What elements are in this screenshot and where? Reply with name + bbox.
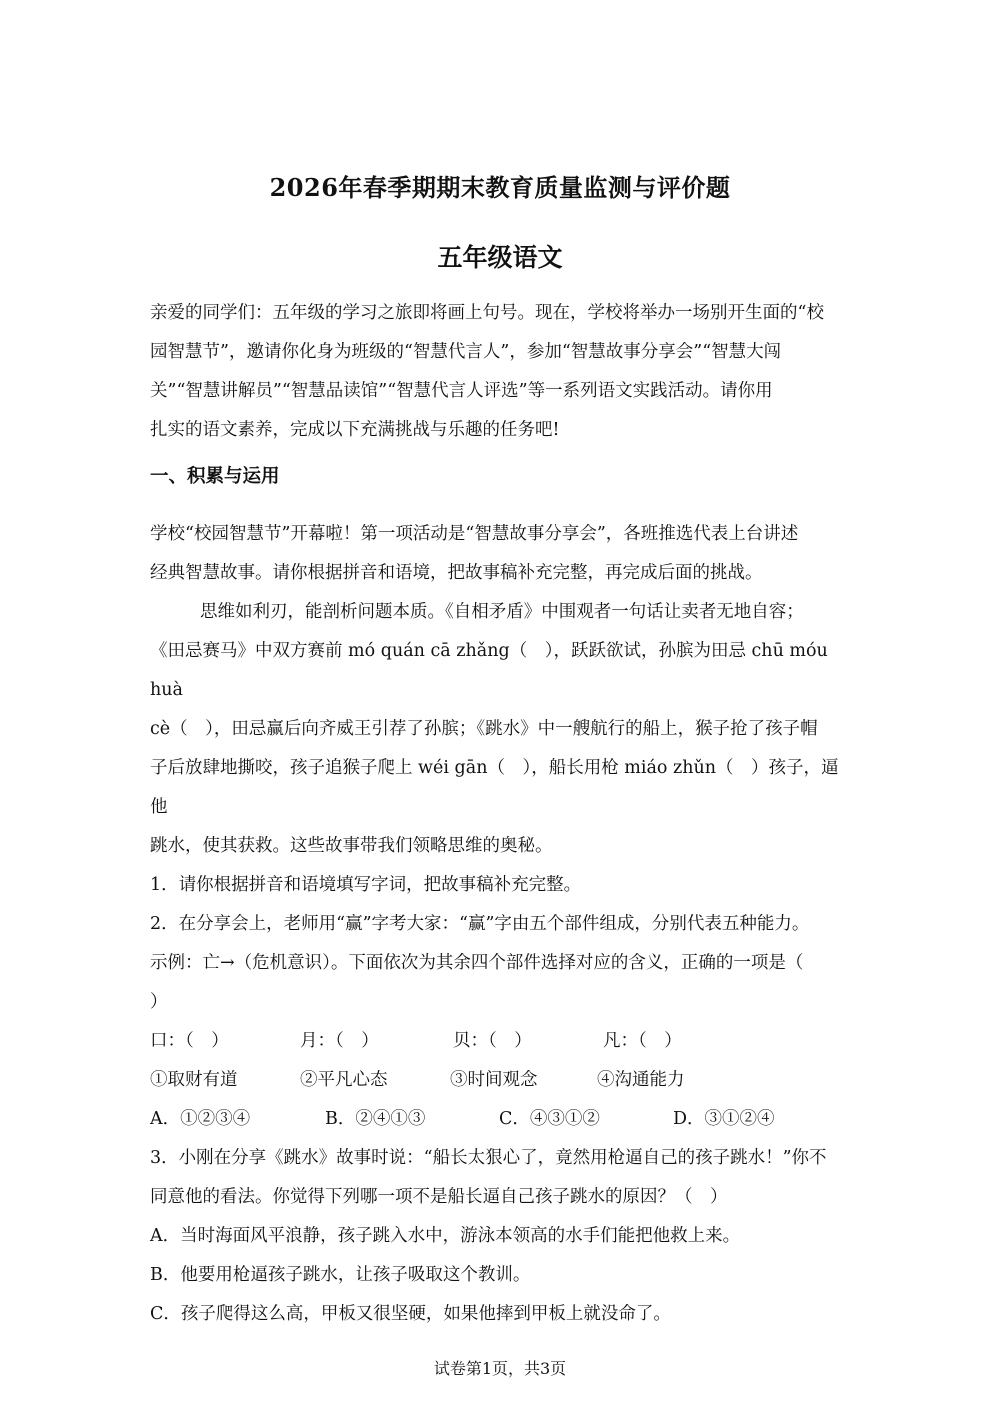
page-footer: 试卷第1页，共3页 [433,1359,567,1378]
story-line: 思维如利刃，能剖析问题本质。《自相矛盾》中围观者一句话让卖者无地自容； [200,602,804,622]
intro-line: 扎实的语文素养，完成以下充满挑战与乐趣的任务吧! [150,420,560,440]
choice-option[interactable]: B．②④①③ [325,1109,426,1129]
choice-option[interactable]: C．④③①② [499,1109,600,1129]
exam-content [150,294,850,1334]
choice-option[interactable]: C．孩子爬得这么高，甲板又很坚硬，如果他摔到甲板上就没命了。 [150,1304,671,1324]
lead-line: 学校“校园智慧节”开幕啦！第一项活动是“智慧故事分享会”，各班推选代表上台讲述 [150,524,799,544]
question-1: 1．请你根据拼音和语境填写字词，把故事稿补充完整。 [150,875,582,895]
story-line: 《田忌赛马》中双方赛前 mó quán cā zhǎng（ ），跃跃欲试，孙膑为田忌 chū móu huà [150,641,828,700]
question-2-line: 2．在分享会上，老师用“赢”字考大家：“赢”字由五个部件组成，分别代表五种能力。 [150,914,810,934]
meaning-item: ④沟通能力 [597,1070,685,1090]
intro-paragraph [150,294,850,450]
part-blank[interactable]: 贝：（ ） [453,1031,532,1051]
meaning-item: ②平凡心态 [300,1070,388,1090]
section-heading: 一、积累与运用 [150,466,280,487]
lead-line: 经典智慧故事。请你根据拼音和语境，把故事稿补充完整，再完成后面的挑战。 [150,563,763,583]
choice-option[interactable]: A．当时海面风平浪静，孩子跳入水中，游泳本领高的水手们能把他救上来。 [150,1226,741,1246]
exam-subtitle: 五年级语文 [437,243,563,272]
exam-title: 2026年春季期期末教育质量监测与评价题 [269,173,731,202]
meaning-item: ①取财有道 [150,1070,238,1090]
choice-options-row [150,1100,850,1139]
component-parts-row [150,1022,850,1061]
question-3-line: 同意他的看法。你觉得下列哪一项不是船长逼自己孩子跳水的原因？（ ） [150,1187,728,1207]
story-paragraph [150,593,850,866]
intro-line: 关”“智慧讲解员”“智慧品读馆”“智慧代言人评选”等一系列语文实践活动。请你用 [150,381,773,401]
question-2-line: 示例：亡→（危机意识）。下面依次为其余四个部件选择对应的含义，正确的一项是（ [150,953,804,973]
part-blank[interactable]: 凡：（ ） [603,1031,682,1051]
meaning-item: ③时间观念 [450,1070,538,1090]
story-line: cè（ ），田忌赢后向齐威王引荐了孙膑；《跳水》中一艘航行的船上，猴子抢了孩子帽 [150,719,818,739]
question-3 [150,1139,850,1334]
choice-option[interactable]: D．③①②④ [673,1109,775,1129]
part-blank[interactable]: 月：（ ） [300,1031,379,1051]
choice-option[interactable]: B．他要用枪逼孩子跳水，让孩子吸取这个教训。 [150,1265,531,1285]
question-2-line: ） [150,992,168,1012]
story-line: 子后放肆地撕咬，孩子追猴子爬上 wéi gān（ ），船长用枪 miáo zhǔn（ ）孩子，逼他 [150,758,839,817]
intro-line: 亲爱的同学们：五年级的学习之旅即将画上句号。现在，学校将举办一场别开生面的“校 [150,303,824,323]
part-blank[interactable]: 口：（ ） [150,1031,229,1051]
intro-line: 园智慧节”，邀请你化身为班级的“智慧代言人”，参加“智慧故事分享会”“智慧大闯 [150,342,782,362]
question-3-line: 3．小刚在分享《跳水》故事时说：“船长太狠心了，竟然用枪逼自己的孩子跳水！”你不 [150,1148,827,1168]
section-lead [150,515,850,593]
meanings-row [150,1061,850,1100]
story-line: 跳水，使其获救。这些故事带我们领略思维的奥秘。 [150,836,553,856]
question-2 [150,905,850,1139]
choice-option[interactable]: A．①②③④ [150,1109,251,1129]
